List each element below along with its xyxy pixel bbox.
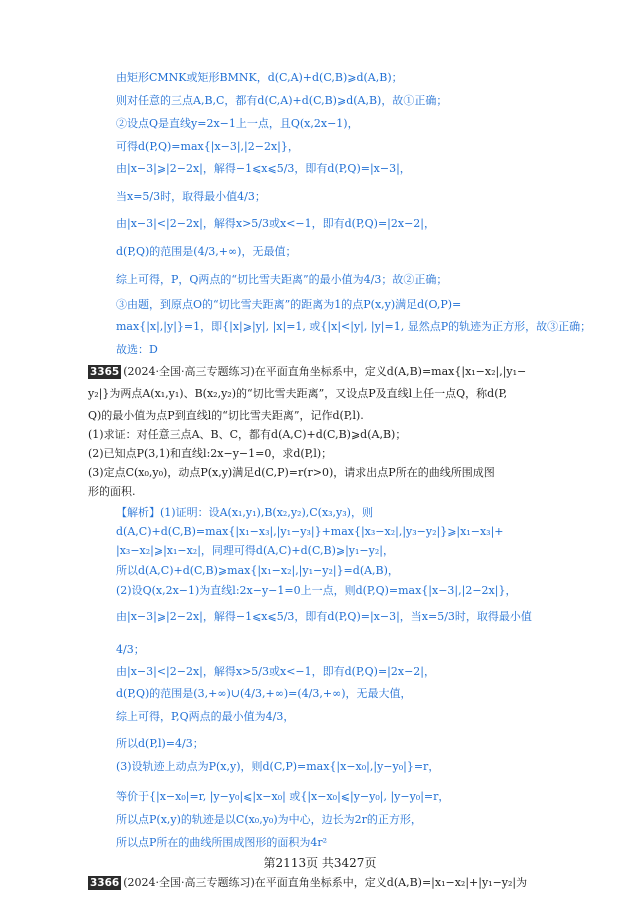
text-line [116,760,439,774]
text-line [116,273,447,287]
line-text: d(P,Q)的范围是(4/3,+∞)，无最值； [116,245,297,258]
text-line [116,162,411,176]
line-text: (2024·全国·高三专题练习)在平面直角坐标系中，定义d(A,B)=max{|x₁−x₂|,|y₁− [123,365,527,378]
line-text: ③由题，到原点O的“切比雪夫距离”的距离为1的点P(x,y)满足d(O,P)= [116,298,462,311]
line-text: 综上可得，P,Q两点的最小值为4/3， [116,710,295,723]
text-line [116,140,299,154]
line-text: ②设点Q是直线y=2x−1上一点，且Q(x,2x−1)， [116,117,359,130]
line-text: 所以点P所在的曲线所围成图形的面积为4r² [116,836,328,849]
line-text: |x₃−x₂|⩾|x₁−x₂|，同理可得d(A,C)+d(C,B)⩾|y₁−y₂|， [116,544,394,557]
text-line [88,387,507,401]
text-line [116,94,447,108]
text-line [116,790,449,804]
line-text: (2)设Q(x,2x−1)为直线l:2x−y−1=0上一点，则d(P,Q)=max{|x−3|,|2−2x|}， [116,584,517,597]
line-text: 可得d(P,Q)=max{|x−3|,|2−2x|}， [116,140,299,153]
text-line [116,836,327,850]
line-text: 则对任意的三点A,B,C，都有d(C,A)+d(C,B)⩾d(A,B)，故①正确； [116,94,448,107]
question-line [88,365,526,379]
text-line [116,544,394,558]
line-text: 形的面积. [88,485,136,498]
text-line [88,447,332,461]
line-text: 由|x−3|⩾|2−2x|，解得−1⩽x⩽5/3，即有d(P,Q)=|x−3|， [116,162,411,175]
line-text: (1)求证：对任意三点A、B、C，都有d(A,C)+d(C,B)⩾d(A,B)； [88,428,407,441]
question-line [88,876,527,890]
text-line [116,813,422,827]
question-number-badge: 3365 [90,366,120,378]
text-line [116,343,158,357]
line-text: 由|x−3|⩾|2−2x|，解得−1⩽x⩽5/3，即有d(P,Q)=|x−3|，当x=5/3时，取得最小值 [116,610,532,623]
line-text: 由矩形CMNK或矩形BMNK，d(C,A)+d(C,B)⩾d(A,B)； [116,71,403,84]
line-text: 【解析】(1)证明：设A(x₁,y₁),B(x₂,y₂),C(x₃,y₃)，则 [116,506,373,519]
question-number-badge: 3366 [90,877,120,889]
text-line [116,710,294,724]
text-line [116,525,504,539]
text-line [116,245,296,259]
line-text: 4/3； [116,643,145,656]
text-line [116,117,359,131]
text-line [116,71,403,85]
line-text: 所以d(P,l)=4/3； [116,737,204,750]
text-line [116,643,145,657]
text-line [88,428,406,442]
line-text: d(P,Q)的范围是(3,+∞)∪(4/3,+∞)=(4/3,+∞)，无最大值， [116,687,412,700]
text-line [88,485,136,499]
text-line [116,687,412,701]
line-text: 当x=5/3时，取得最小值4/3； [116,190,266,203]
text-line [116,665,435,679]
text-line [116,506,373,520]
text-line [88,409,364,423]
line-text: (2)已知点P(3,1)和直线l:2x−y−1=0，求d(P,l)； [88,447,333,460]
line-text: 由|x−3|<|2−2x|，解得x>5/3或x<−1，即有d(P,Q)=|2x−2|， [116,665,435,678]
line-text: 故选：D [116,343,158,356]
text-line [116,564,399,578]
text-line [116,584,516,598]
line-text: Q)的最小值为点P到直线l的“切比雪夫距离”，记作d(P,l). [88,409,364,422]
page-footer: 第2113页 共3427页 [263,856,377,870]
line-text: (3)设轨迹上动点为P(x,y)，则d(C,P)=max{|x−x₀|,|y−y₀|}=r， [116,760,440,773]
line-text: (3)定点C(x₀,y₀)，动点P(x,y)满足d(C,P)=r(r>0)，请求出点P所在的曲线所围成图 [88,466,495,479]
line-text: (2024·全国·高三专题练习)在平面直角坐标系中，定义d(A,B)=|x₁−x₂|+|y₁−y₂|为 [123,876,528,889]
text-line [116,610,532,624]
line-text: y₂|}为两点A(x₁,y₁)、B(x₂,y₂)的“切比雪夫距离”，又设点P及直线l上任一点Q，称d(P, [88,387,508,400]
line-text: 由|x−3|<|2−2x|，解得x>5/3或x<−1，即有d(P,Q)=|2x−2|， [116,217,435,230]
text-line [116,320,591,334]
text-line [116,190,266,204]
line-text: 综上可得，P，Q两点的“切比雪夫距离”的最小值为4/3；故②正确； [116,273,448,286]
line-text: d(A,C)+d(C,B)=max{|x₁−x₃|,|y₁−y₃|}+max{|x₃−x₂|,|y₃−y₂|}⩾|x₁−x₃|+ [116,525,504,538]
text-line [116,298,461,312]
line-text: 所以d(A,C)+d(C,B)⩾max{|x₁−x₂|,|y₁−y₂|}=d(A,B)， [116,564,399,577]
text-line [88,466,495,480]
line-text: max{|x|,|y|}=1，即{|x|⩾|y|, |x|=1, 或{|x|<|y|, |y|=1, 显然点P的轨迹为正方形，故③正确； [116,320,592,333]
line-text: 所以点P(x,y)的轨迹是以C(x₀,y₀)为中心，边长为2r的正方形， [116,813,422,826]
text-line [116,737,204,751]
line-text: 等价于{|x−x₀|=r, |y−y₀|⩽|x−x₀| 或{|x−x₀|⩽|y−y₀|, |y−y₀|=r， [116,790,450,803]
text-line [116,217,435,231]
